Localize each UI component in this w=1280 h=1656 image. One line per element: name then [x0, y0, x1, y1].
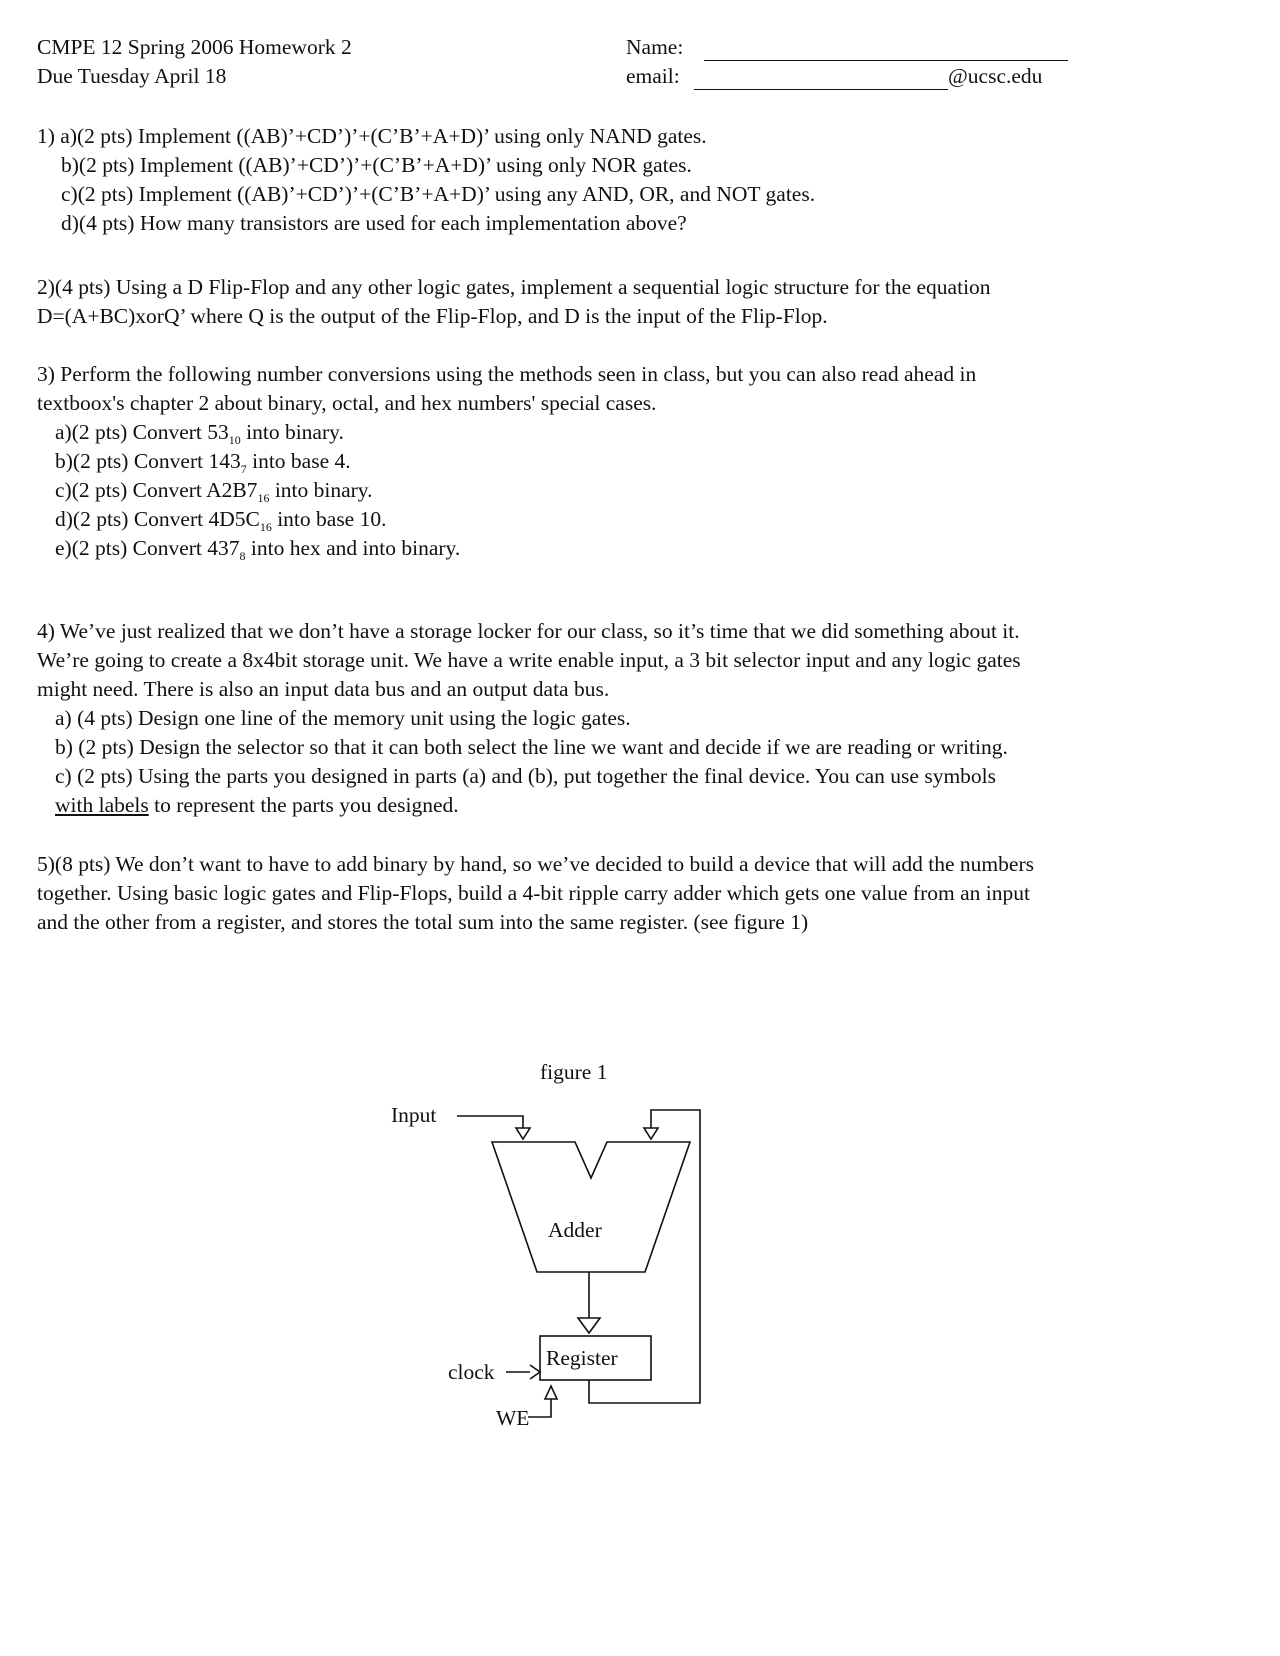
q3-part-b: b)(2 pts) Convert $143_7$ into base 4. — [55, 449, 351, 476]
we-arrowhead — [545, 1386, 557, 1399]
email-label: email: — [626, 64, 680, 88]
name-label: Name: — [626, 35, 684, 59]
due-date: Due Tuesday April 18 — [37, 64, 227, 88]
q1-part-a: 1) a)(2 pts) Implement ((AB)’+CD’)’+(C’B’+A+D)’ using only NAND gates. — [37, 124, 707, 148]
q3-line-2: textboox's chapter 2 about binary, octal, and hex numbers' special cases. — [37, 391, 657, 415]
clock-label: clock — [448, 1360, 495, 1384]
clock-triangle — [530, 1365, 540, 1379]
q1-part-b: b)(2 pts) Implement ((AB)’+CD’)’+(C’B’+A+D)’ using only NOR gates. — [61, 153, 692, 177]
q5-line-1: 5)(8 pts) We don’t want to have to add binary by hand, so we’ve decided to build a device that will add the numbers — [37, 852, 1034, 876]
q1-part-d: d)(4 pts) How many transistors are used for each implementation above? — [61, 211, 687, 235]
email-domain: @ucsc.edu — [948, 64, 1043, 88]
register-input-arrowhead — [578, 1318, 600, 1333]
q4-part-b: b) (2 pts) Design the selector so that it can both select the line we want and decide if we are reading or writing. — [55, 735, 1008, 759]
with-labels-underlined: with labels — [55, 793, 149, 817]
feedback-arrowhead — [644, 1128, 658, 1139]
q3-part-c: c)(2 pts) Convert $A2B7_{16}$ into binary. — [55, 478, 373, 505]
adder-label: Adder — [548, 1218, 602, 1242]
register-label: Register — [546, 1346, 618, 1370]
q4-part-c: c) (2 pts) Using the parts you designed in parts (a) and (b), put together the final device. You can use symbols — [55, 764, 997, 788]
q4-line-3: might need. There is also an input data bus and an output data bus. — [37, 677, 610, 701]
adder-shape — [492, 1142, 690, 1272]
q3-part-d: d)(2 pts) Convert $4D5C_{16}$ into base 10. — [55, 507, 387, 534]
q4-part-c-continued: with labels to represent the parts you designed. — [55, 793, 459, 817]
q3-line-1: 3) Perform the following number conversions using the methods seen in class, but you can also read ahead in — [37, 362, 977, 386]
we-wire — [528, 1399, 551, 1417]
q4-line-1: 4) We’ve just realized that we don’t have a storage locker for our class, so it’s time that we did something about it. — [37, 619, 1020, 643]
course-title: CMPE 12 Spring 2006 Homework 2 — [37, 35, 352, 59]
q5-line-3: and the other from a register, and stores the total sum into the same register. (see figure 1) — [37, 910, 809, 934]
q5-line-2: together. Using basic logic gates and Flip-Flops, build a 4-bit ripple carry adder which gets one value from an input — [37, 881, 1030, 905]
q4-line-2: We’re going to create a 8x4bit storage unit. We have a write enable input, a 3 bit selector input and any logic gates — [37, 648, 1021, 672]
q4-part-a: a) (4 pts) Design one line of the memory unit using the logic gates. — [55, 706, 631, 730]
input-label: Input — [391, 1103, 437, 1127]
input-wire — [457, 1116, 523, 1128]
q1-part-c: c)(2 pts) Implement ((AB)’+CD’)’+(C’B’+A+D)’ using any AND, OR, and NOT gates. — [61, 182, 816, 206]
input-arrowhead — [516, 1128, 530, 1139]
q2-line-2: D=(A+BC)xorQ’ where Q is the output of the Flip-Flop, and D is the input of the Flip-Flop. — [37, 304, 828, 328]
we-label: WE — [496, 1406, 530, 1430]
q3-part-e: e)(2 pts) Convert $437_8$ into hex and into binary. — [55, 536, 461, 563]
q3-part-a: a)(2 pts) Convert $53_{10}$ into binary. — [55, 420, 344, 447]
figure-caption: figure 1 — [540, 1060, 608, 1084]
q2-line-1: 2)(4 pts) Using a D Flip-Flop and any other logic gates, implement a sequential logic structure for the equation — [37, 275, 991, 299]
